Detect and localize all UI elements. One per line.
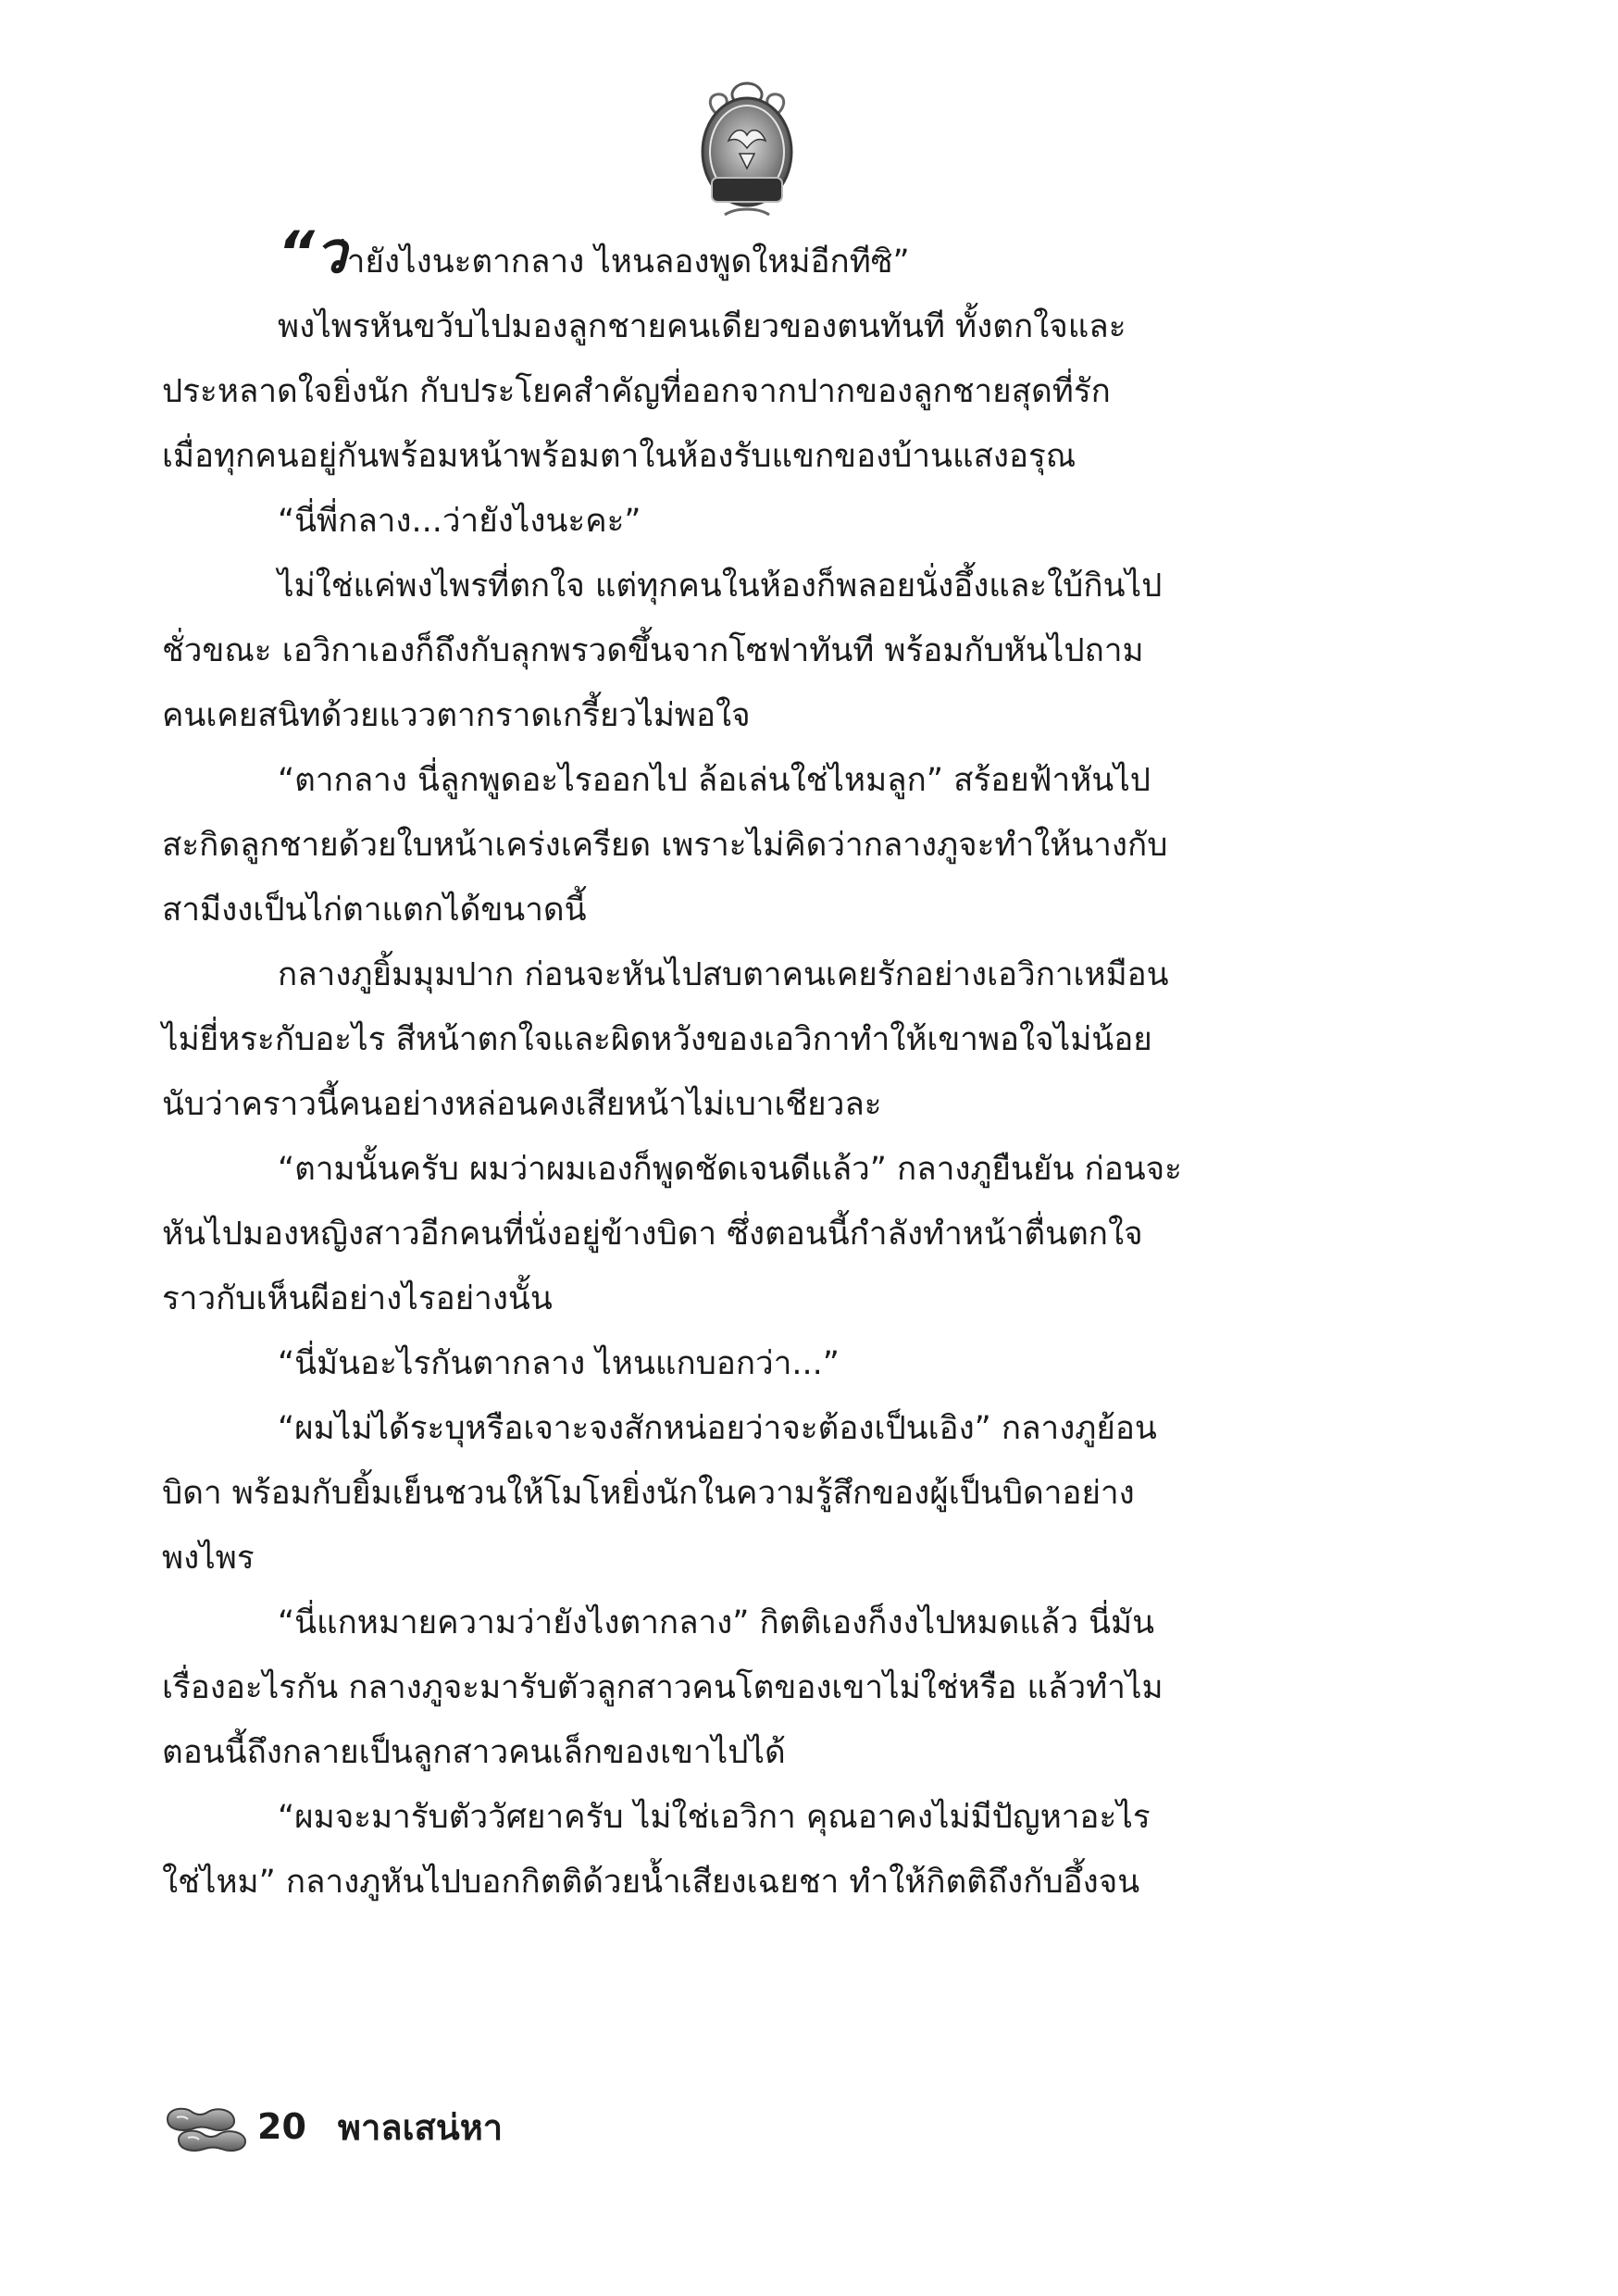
paragraph-line: บิดา พร้อมกับยิ้มเย็นชวนให้โมโหยิ่งนักในความรู้สึกของผู้เป็นบิดาอย่าง <box>162 1475 1135 1512</box>
paragraph-line: “ผมไม่ได้ระบุหรือเจาะจงสักหน่อยว่าจะต้องเป็นเอิง” กลางภูย้อน <box>278 1410 1157 1447</box>
paragraph-line: ตอนนี้ถึงกลายเป็นลูกสาวคนเล็กของเขาไปได้ <box>162 1734 786 1771</box>
paragraph-line: พงไพร <box>162 1540 255 1577</box>
paragraph-line: นับว่าคราวนี้คนอย่างหล่อนคงเสียหน้าไม่เบาเชียวละ <box>162 1086 882 1123</box>
page-footer <box>162 2094 503 2159</box>
paragraph-line: ไม่ใช่แค่พงไพรที่ตกใจ แต่ทุกคนในห้องก็พลอยนั่งอึ้งและใบ้กินไป <box>278 568 1163 605</box>
paragraph-1 <box>162 218 1363 294</box>
book-title: พาลเสน่หา <box>337 2106 504 2148</box>
paragraph-line: “นี่พี่กลาง...ว่ายังไงนะคะ” <box>278 503 641 540</box>
paragraph-line: “ตากลาง นี่ลูกพูดอะไรออกไป ล้อเล่นใช่ไหมลูก” สร้อยฟ้าหันไป <box>278 762 1151 799</box>
paragraph-line: สะกิดลูกชายด้วยใบหน้าเคร่งเครียด เพราะไม่คิดว่ากลางภูจะทำให้นางกับ <box>162 827 1168 864</box>
paragraph-line: กลางภูยิ้มมุมปาก ก่อนจะหันไปสบตาคนเคยรักอย่างเอวิกาเหมือน <box>278 956 1169 993</box>
paragraph-line: คนเคยสนิทด้วยแววตากราดเกรี้ยวไม่พอใจ <box>162 697 751 734</box>
header-logo <box>688 76 806 224</box>
paragraph-line: สามีงงเป็นไก่ตาแตกได้ขนาดนี้ <box>162 892 587 929</box>
dropcap-letter: “ว <box>278 218 347 286</box>
paragraph-line: “นี่มันอะไรกันตากลาง ไหนแกบอกว่า...” <box>278 1345 840 1382</box>
story-text <box>162 218 1363 1915</box>
ornament-emblem-icon <box>688 76 806 224</box>
paragraph-line: ชั่วขณะ เอวิกาเองก็ถึงกับลุกพรวดขึ้นจากโซฟาทันที พร้อมกับหันไปถาม <box>162 632 1144 669</box>
paragraph-line: “ตามนั้นครับ ผมว่าผมเองก็พูดชัดเจนดีแล้ว” กลางภูยืนยัน ก่อนจะ <box>278 1151 1182 1188</box>
paragraph-line: “นี่แกหมายความว่ายังไงตากลาง” กิตติเองก็งงไปหมดแล้ว นี่มัน <box>278 1604 1155 1641</box>
paragraph-line: เมื่อทุกคนอยู่กันพร้อมหน้าพร้อมตาในห้องรับแขกของบ้านแสงอรุณ <box>162 438 1077 475</box>
peanut-icon <box>162 2099 250 2154</box>
paragraph-line: ประหลาดใจยิ่งนัก กับประโยคสำคัญที่ออกจากปากของลูกชายสุดที่รัก <box>162 373 1111 410</box>
paragraph-line: ใช่ไหม” กลางภูหันไปบอกกิตติด้วยน้ำเสียงเฉยชา ทำให้กิตติถึงกับอึ้งจน <box>162 1864 1140 1901</box>
paragraph-line: หันไปมองหญิงสาวอีกคนที่นั่งอยู่ข้างบิดา ซึ่งตอนนี้กำลังทำหน้าตื่นตกใจ <box>162 1216 1143 1253</box>
paragraph-line: เรื่องอะไรกัน กลางภูจะมารับตัวลูกสาวคนโตของเขาไม่ใช่หรือ แล้วทำไม <box>162 1669 1164 1706</box>
paragraph-line: ราวกับเห็นผีอย่างไรอย่างนั้น <box>162 1280 553 1317</box>
paragraph-line: “ผมจะมารับตัววัศยาครับ ไม่ใช่เอวิกา คุณอาคงไม่มีปัญหาอะไร <box>278 1799 1151 1836</box>
page-number: 20 <box>257 2106 306 2147</box>
paragraph-line: พงไพรหันขวับไปมองลูกชายคนเดียวของตนทันที ทั้งตกใจและ <box>278 308 1126 345</box>
paragraph-line: ไม่ยี่หระกับอะไร สีหน้าตกใจและผิดหวังของเอวิกาทำให้เขาพอใจไม่น้อย <box>162 1021 1152 1058</box>
paragraph-1-text: ่ายังไงนะตากลาง ไหนลองพูดใหม่อีกทีซิ” <box>346 243 910 281</box>
